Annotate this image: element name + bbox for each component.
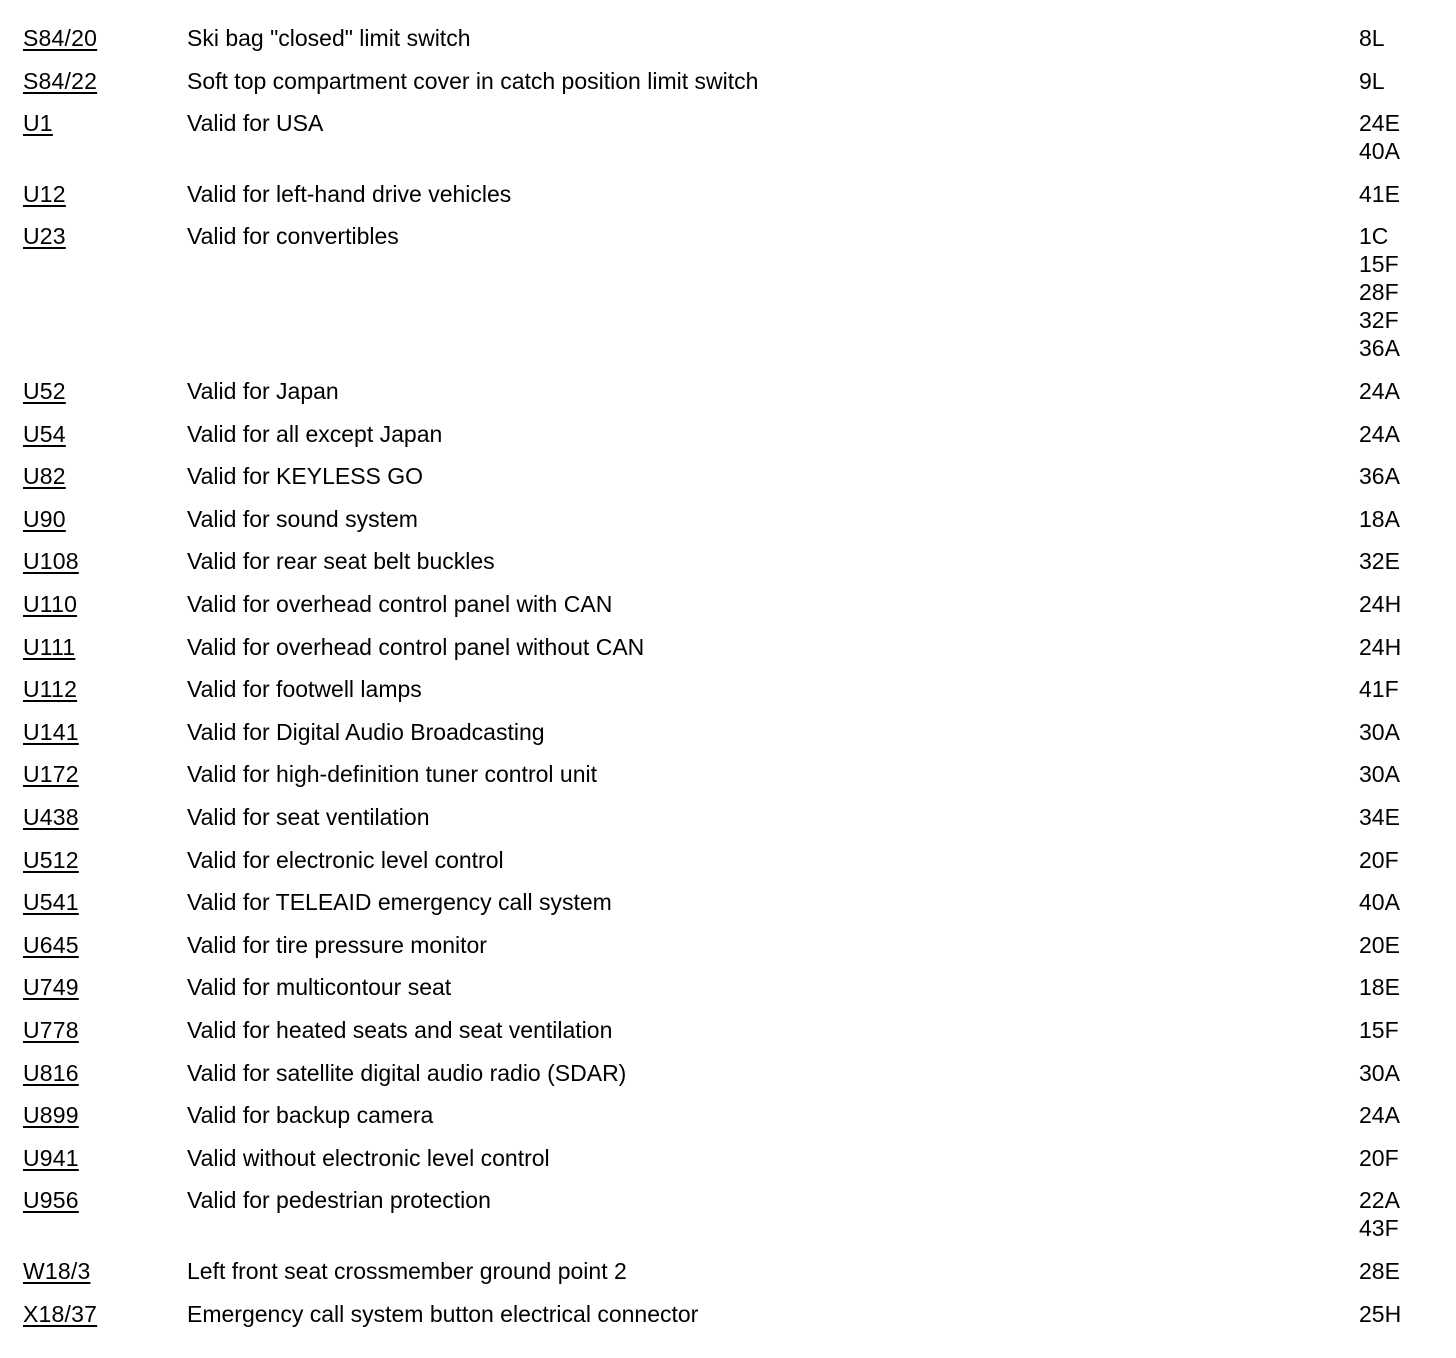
component-description: Valid for electronic level control — [187, 846, 504, 873]
component-description: Valid for tire pressure monitor — [187, 931, 487, 958]
grid-reference: 36A — [1359, 335, 1400, 362]
grid-reference: 32E — [1359, 548, 1400, 575]
grid-reference: 24H — [1359, 591, 1402, 617]
component-description: Valid for backup camera — [187, 1102, 434, 1129]
component-description: Valid for heated seats and seat ventilation — [187, 1017, 613, 1043]
grid-references — [1359, 109, 1400, 165]
grid-references — [1359, 1144, 1399, 1172]
grid-reference: 32F — [1359, 307, 1399, 334]
component-description: Valid for satellite digital audio radio (SDAR) — [187, 1059, 627, 1086]
grid-references — [1359, 222, 1400, 362]
grid-references — [1359, 931, 1400, 959]
grid-references — [1359, 462, 1400, 490]
grid-reference: 24E — [1359, 110, 1400, 137]
grid-reference: 15F — [1359, 251, 1399, 278]
component-description: Valid without electronic level control — [187, 1144, 550, 1171]
component-code-link[interactable]: U82 — [23, 463, 66, 490]
grid-references — [1359, 888, 1400, 916]
component-description: Valid for overhead control panel with CAN — [187, 591, 613, 617]
component-code-link[interactable]: X18/37 — [23, 1300, 98, 1327]
component-description: Valid for KEYLESS GO — [187, 463, 424, 490]
component-code-link[interactable]: U111 — [23, 633, 76, 660]
grid-references — [1359, 1059, 1400, 1087]
component-code-link[interactable]: U645 — [23, 931, 79, 958]
component-description: Valid for all except Japan — [187, 420, 443, 447]
component-code-link[interactable]: U52 — [23, 378, 66, 404]
grid-references — [1359, 1257, 1400, 1285]
grid-reference: 28E — [1359, 1258, 1400, 1284]
grid-references — [1359, 675, 1399, 703]
grid-reference: 24H — [1359, 633, 1402, 660]
grid-reference: 41E — [1359, 180, 1400, 207]
grid-references — [1359, 1016, 1399, 1044]
component-code-link[interactable]: U141 — [23, 718, 79, 745]
grid-reference: 18A — [1359, 505, 1400, 532]
grid-references — [1359, 803, 1400, 831]
component-code-link[interactable]: U512 — [23, 846, 79, 873]
component-description: Valid for overhead control panel without CAN — [187, 633, 645, 660]
component-code-link[interactable]: U12 — [23, 180, 66, 207]
grid-references — [1359, 1300, 1401, 1328]
grid-reference: 41F — [1359, 676, 1399, 703]
component-code-link[interactable]: U1 — [23, 110, 53, 137]
grid-reference: 30A — [1359, 761, 1400, 788]
grid-references — [1359, 973, 1400, 1001]
grid-references — [1359, 718, 1400, 746]
grid-reference: 43F — [1359, 1215, 1399, 1242]
component-description: Valid for sound system — [187, 505, 418, 532]
component-description: Soft top compartment cover in catch position limit switch — [187, 67, 759, 94]
component-description: Valid for high-definition tuner control unit — [187, 761, 597, 788]
component-code-link[interactable]: U899 — [23, 1102, 79, 1129]
component-code-link[interactable]: U941 — [23, 1144, 79, 1171]
component-description: Valid for pedestrian protection — [187, 1187, 491, 1214]
grid-reference: 36A — [1359, 463, 1400, 490]
component-description: Valid for multicontour seat — [187, 974, 452, 1001]
component-description: Valid for convertibles — [187, 223, 399, 250]
component-code-link[interactable]: U778 — [23, 1017, 79, 1043]
grid-reference: 20F — [1359, 1144, 1399, 1171]
component-code-link[interactable]: U108 — [23, 548, 79, 575]
component-code-link[interactable]: U816 — [23, 1059, 79, 1086]
grid-reference: 8L — [1359, 25, 1385, 51]
component-code-link[interactable]: U172 — [23, 761, 79, 788]
grid-reference: 24A — [1359, 378, 1400, 404]
grid-reference: 34E — [1359, 804, 1400, 830]
component-code-link[interactable]: U541 — [23, 889, 79, 916]
component-description: Valid for footwell lamps — [187, 676, 422, 703]
grid-reference: 24A — [1359, 420, 1400, 447]
component-code-link[interactable]: U54 — [23, 420, 66, 447]
component-description: Left front seat crossmember ground point 2 — [187, 1258, 627, 1284]
grid-references — [1359, 633, 1401, 661]
component-code-link[interactable]: W18/3 — [23, 1258, 91, 1284]
grid-reference: 28F — [1359, 279, 1399, 306]
grid-references — [1359, 24, 1385, 52]
grid-references — [1359, 590, 1401, 618]
grid-references — [1359, 547, 1400, 575]
component-description: Valid for USA — [187, 110, 324, 137]
grid-reference: 30A — [1359, 1059, 1400, 1086]
grid-reference: 22A — [1359, 1187, 1400, 1214]
component-code-link[interactable]: U438 — [23, 804, 79, 830]
grid-reference: 40A — [1359, 138, 1400, 165]
grid-reference: 30A — [1359, 718, 1400, 745]
grid-reference: 20E — [1359, 931, 1400, 958]
component-code-link[interactable]: S84/20 — [23, 25, 98, 51]
grid-reference: 15F — [1359, 1017, 1399, 1043]
component-description: Valid for Digital Audio Broadcasting — [187, 718, 545, 745]
grid-references — [1359, 1101, 1400, 1129]
component-description: Valid for Japan — [187, 378, 339, 404]
grid-reference: 25H — [1359, 1300, 1402, 1327]
component-description: Valid for seat ventilation — [187, 804, 430, 830]
component-description: Emergency call system button electrical connector — [187, 1300, 699, 1327]
component-code-link[interactable]: U90 — [23, 505, 66, 532]
component-description: Ski bag "closed" limit switch — [187, 25, 471, 51]
grid-references — [1359, 846, 1399, 874]
grid-references — [1359, 760, 1400, 788]
component-description: Valid for TELEAID emergency call system — [187, 889, 612, 916]
component-code-link[interactable]: U956 — [23, 1187, 79, 1214]
grid-reference: 18E — [1359, 974, 1400, 1001]
grid-reference: 1C — [1359, 223, 1389, 250]
component-description: Valid for rear seat belt buckles — [187, 548, 495, 575]
grid-references — [1359, 420, 1400, 448]
grid-references — [1359, 505, 1400, 533]
grid-reference: 40A — [1359, 889, 1400, 916]
component-code-link[interactable]: U110 — [23, 591, 78, 617]
component-code-link[interactable]: S84/22 — [23, 67, 98, 94]
component-code-link[interactable]: U112 — [23, 676, 78, 703]
grid-reference: 9L — [1359, 67, 1385, 94]
grid-references — [1359, 1186, 1400, 1242]
component-code-link[interactable]: U749 — [23, 974, 79, 1001]
grid-reference: 24A — [1359, 1102, 1400, 1129]
component-code-link[interactable]: U23 — [23, 223, 66, 250]
grid-references — [1359, 67, 1385, 95]
grid-references — [1359, 180, 1400, 208]
component-description: Valid for left-hand drive vehicles — [187, 180, 512, 207]
grid-reference: 20F — [1359, 846, 1399, 873]
grid-references — [1359, 377, 1400, 405]
